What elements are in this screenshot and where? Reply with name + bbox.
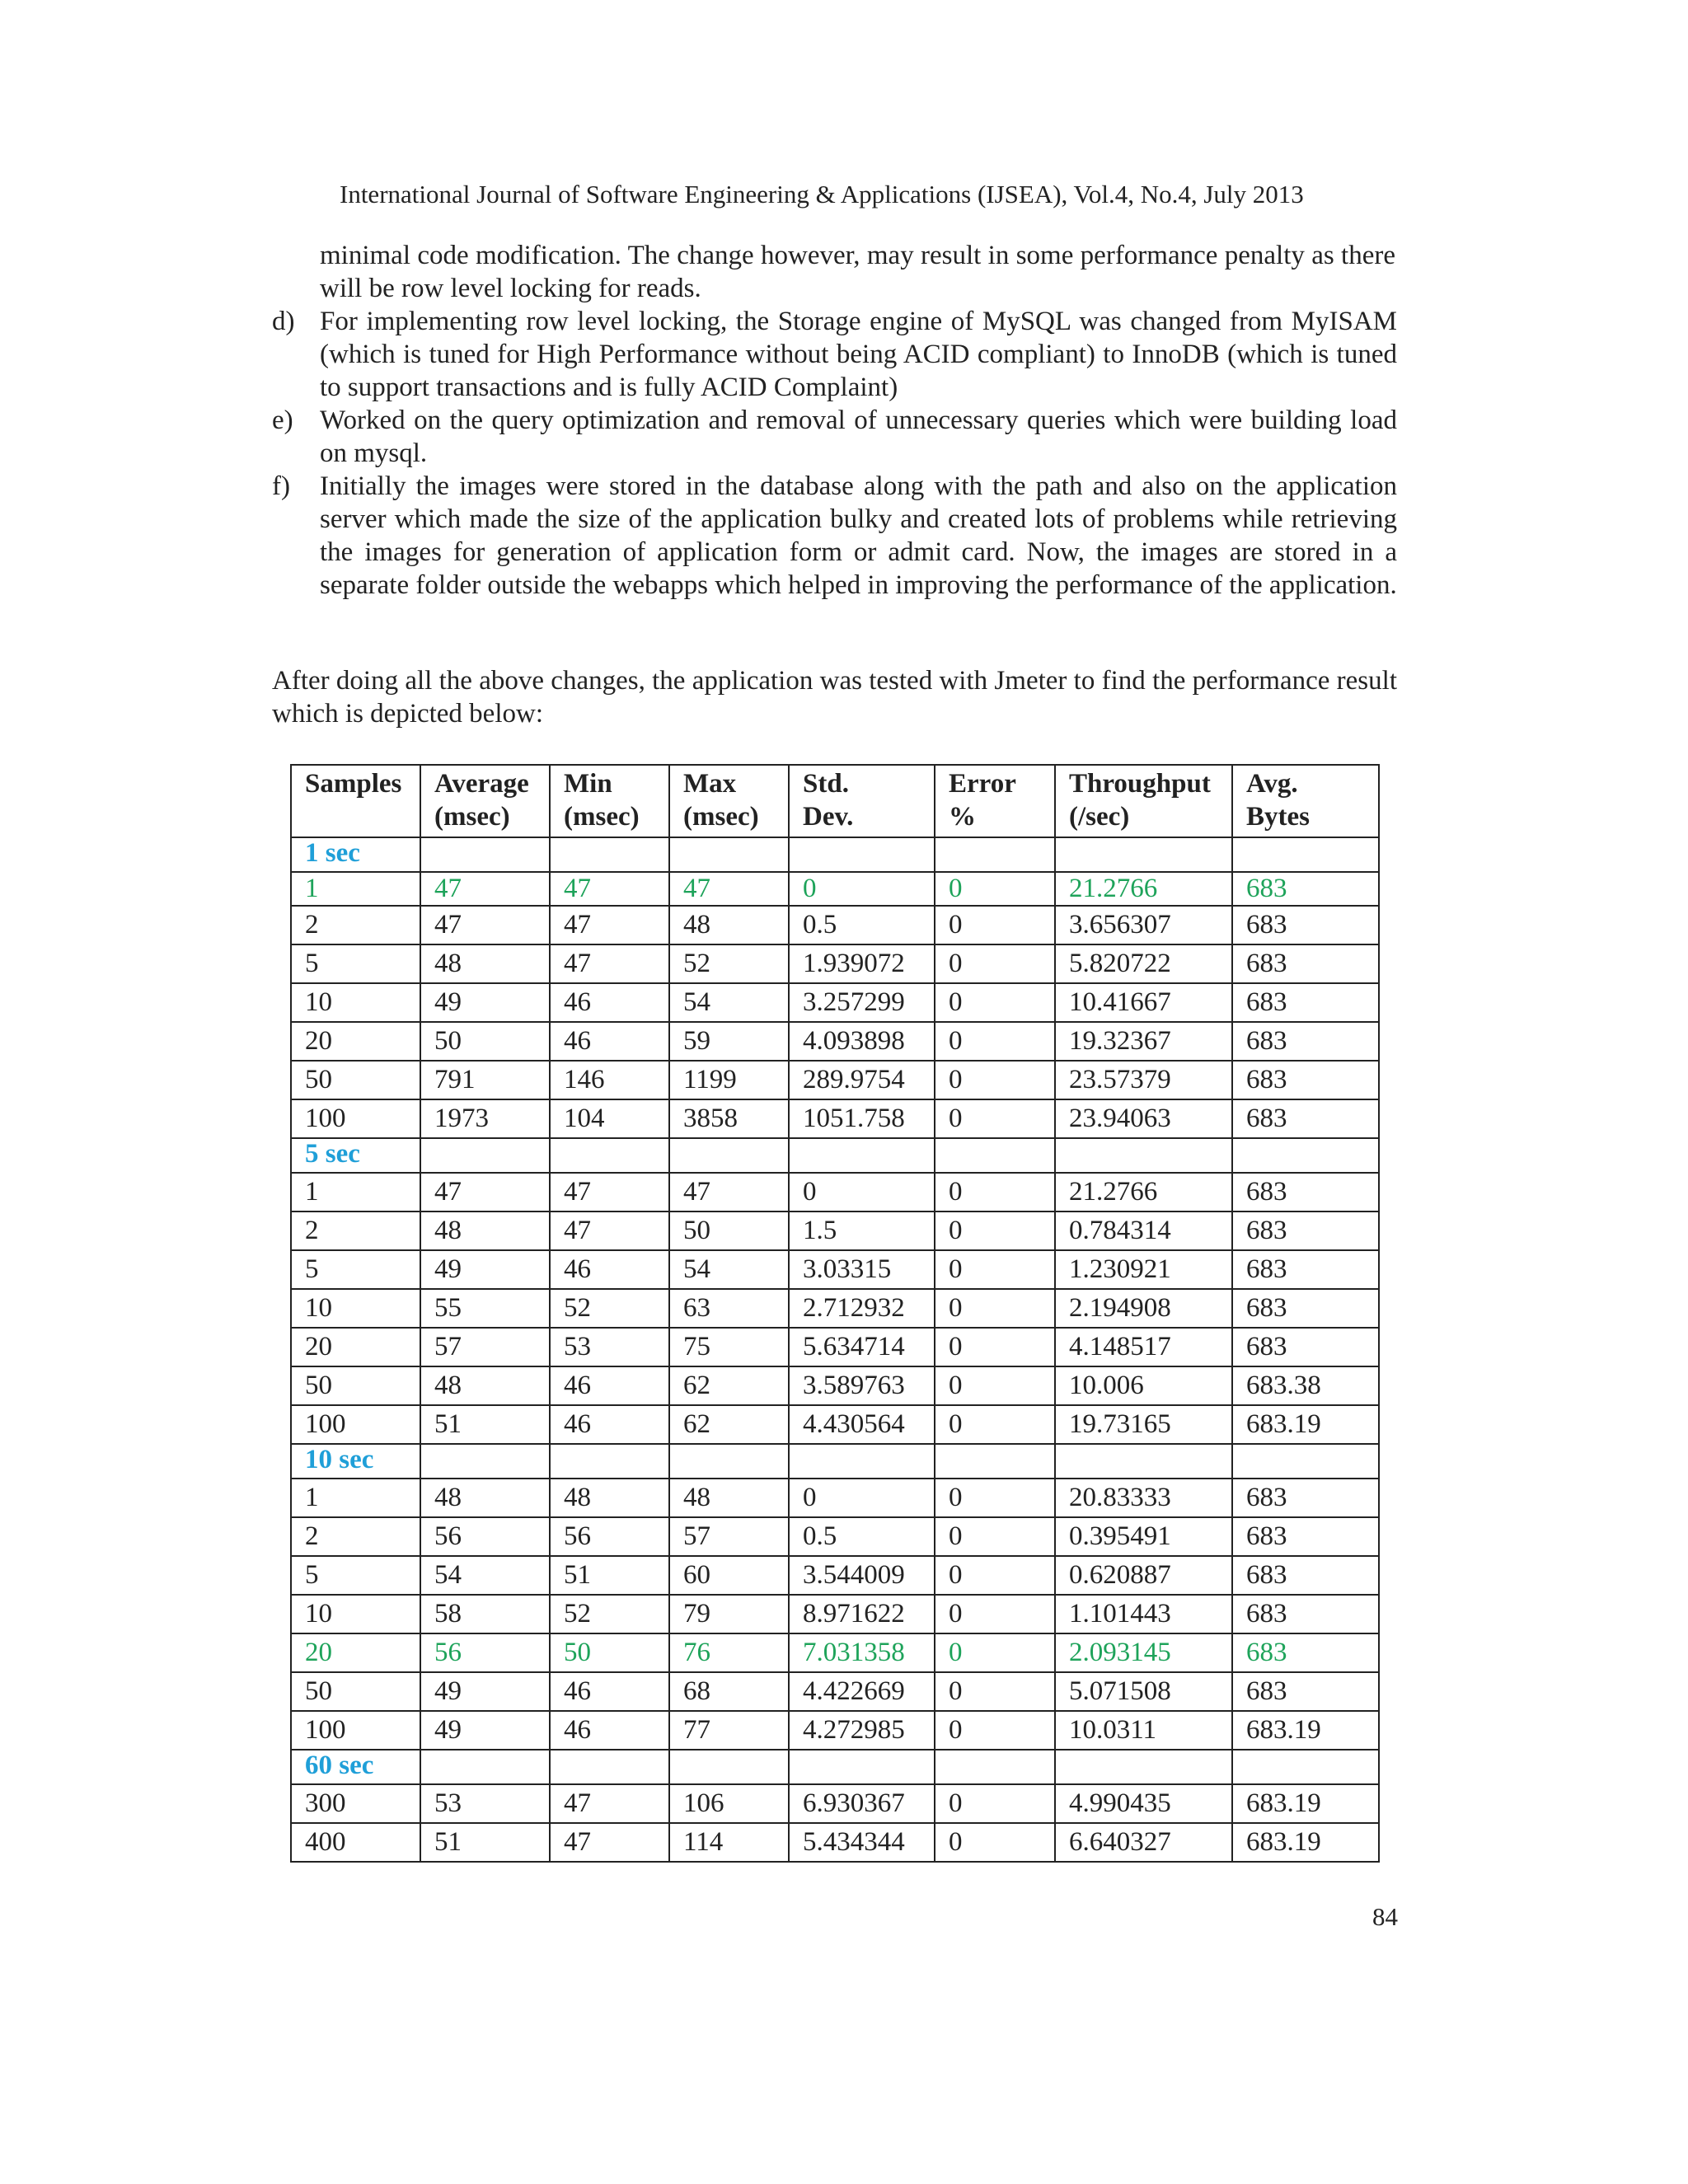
list-item-text: Initially the images were stored in the database along with the path and also on the application server which made the size of the application bulky and created lots of problems while retrieving the images for generation of application form or admit card. Now, the images are stored in a separate folder outside the webapps which helped in improving the performance of the application.: [320, 471, 1397, 600]
table-cell: 791: [420, 1061, 550, 1099]
table-cell: 48: [420, 944, 550, 983]
table-cell: 47: [550, 1823, 669, 1862]
column-header: Std. Dev.: [789, 765, 935, 837]
table-cell: 0: [935, 1250, 1055, 1289]
table-cell: 0: [935, 1823, 1055, 1862]
table-cell: 2: [291, 1212, 420, 1250]
table-cell: 46: [550, 1672, 669, 1711]
table-cell: 47: [550, 1784, 669, 1823]
table-cell: 6.930367: [789, 1784, 935, 1823]
table-row: [291, 1823, 1379, 1862]
table-cell: 0: [935, 1099, 1055, 1138]
table-cell: 4.990435: [1055, 1784, 1232, 1823]
table-row: [291, 906, 1379, 944]
column-header: Avg. Bytes: [1232, 765, 1379, 837]
table-cell: 62: [669, 1366, 789, 1405]
table-cell: 10.41667: [1055, 983, 1232, 1022]
table-cell: 46: [550, 1405, 669, 1444]
table-cell: 54: [669, 1250, 789, 1289]
table-cell: 51: [420, 1823, 550, 1862]
column-header: Error %: [935, 765, 1055, 837]
table-cell: 48: [420, 1479, 550, 1517]
table-cell: 56: [550, 1517, 669, 1556]
table-row: [291, 944, 1379, 983]
table-cell: 49: [420, 1711, 550, 1750]
table-row: [291, 1250, 1379, 1289]
section-label: 60 sec: [291, 1750, 420, 1784]
table-cell: 52: [550, 1595, 669, 1633]
table-cell: [1055, 837, 1232, 872]
table-cell: 68: [669, 1672, 789, 1711]
table-cell: 2: [291, 1517, 420, 1556]
table-row: [291, 1328, 1379, 1366]
table-cell: 5.071508: [1055, 1672, 1232, 1711]
table-cell: 1: [291, 1173, 420, 1212]
section-row: [291, 837, 1379, 872]
table-cell: 683: [1232, 1556, 1379, 1595]
table-cell: 60: [669, 1556, 789, 1595]
table-row: [291, 1366, 1379, 1405]
section-row: [291, 1138, 1379, 1173]
table-cell: 79: [669, 1595, 789, 1633]
table-cell: 0: [935, 1711, 1055, 1750]
table-cell: 683: [1232, 1212, 1379, 1250]
table-cell: 3858: [669, 1099, 789, 1138]
table-cell: 0: [935, 1289, 1055, 1328]
table-cell: 56: [420, 1633, 550, 1672]
table-cell: 104: [550, 1099, 669, 1138]
table-cell: 146: [550, 1061, 669, 1099]
table-cell: 0: [789, 1173, 935, 1212]
table-cell: 50: [291, 1366, 420, 1405]
table-cell: 49: [420, 1250, 550, 1289]
table-cell: 0: [935, 1784, 1055, 1823]
table-cell: 683: [1232, 872, 1379, 906]
table-cell: [1232, 837, 1379, 872]
table-cell: 21.2766: [1055, 1173, 1232, 1212]
table-cell: 47: [420, 872, 550, 906]
table-cell: 0.395491: [1055, 1517, 1232, 1556]
table-cell: 19.32367: [1055, 1022, 1232, 1061]
section-label: 5 sec: [291, 1138, 420, 1173]
table-cell: 23.57379: [1055, 1061, 1232, 1099]
table-cell: 683: [1232, 1289, 1379, 1328]
table-cell: 100: [291, 1099, 420, 1138]
table-cell: 48: [669, 1479, 789, 1517]
table-cell: 1: [291, 872, 420, 906]
table-cell: 2: [291, 906, 420, 944]
table-cell: 1.939072: [789, 944, 935, 983]
table-cell: 20: [291, 1633, 420, 1672]
table-cell: 0.5: [789, 906, 935, 944]
table-row: [291, 1061, 1379, 1099]
table-cell: 3.257299: [789, 983, 935, 1022]
table-cell: 4.272985: [789, 1711, 935, 1750]
table-cell: 5.820722: [1055, 944, 1232, 983]
table-cell: 10.006: [1055, 1366, 1232, 1405]
table-cell: 6.640327: [1055, 1823, 1232, 1862]
table-cell: 683: [1232, 1595, 1379, 1633]
table-cell: 683: [1232, 1250, 1379, 1289]
table-cell: 5: [291, 944, 420, 983]
table-cell: 1.101443: [1055, 1595, 1232, 1633]
table-cell: 300: [291, 1784, 420, 1823]
table-cell: 57: [420, 1328, 550, 1366]
table-cell: [550, 1750, 669, 1784]
table-cell: 10: [291, 983, 420, 1022]
table-cell: [935, 1444, 1055, 1479]
column-header: Min (msec): [550, 765, 669, 837]
table-cell: 0: [935, 1479, 1055, 1517]
table-cell: 47: [550, 1212, 669, 1250]
continuation-paragraph: minimal code modification. The change however, may result in some performance penalty as there will be row level locking for reads.: [320, 241, 1395, 303]
table-cell: [1232, 1750, 1379, 1784]
table-row: [291, 1099, 1379, 1138]
table-cell: 47: [550, 906, 669, 944]
table-cell: 4.148517: [1055, 1328, 1232, 1366]
table-cell: 0: [935, 1517, 1055, 1556]
table-cell: 1973: [420, 1099, 550, 1138]
table-cell: 0: [935, 906, 1055, 944]
table-row: [291, 1212, 1379, 1250]
table-cell: 100: [291, 1711, 420, 1750]
table-cell: [789, 1750, 935, 1784]
table-row: [291, 1289, 1379, 1328]
table-cell: [1055, 1138, 1232, 1173]
table-cell: 77: [669, 1711, 789, 1750]
list-marker: f): [272, 471, 290, 501]
table-cell: 0.784314: [1055, 1212, 1232, 1250]
table-cell: 55: [420, 1289, 550, 1328]
section-label: 1 sec: [291, 837, 420, 872]
table-cell: 0: [789, 872, 935, 906]
table-cell: 0: [935, 872, 1055, 906]
table-cell: 0: [935, 1366, 1055, 1405]
table-cell: 21.2766: [1055, 872, 1232, 906]
table-header-row: [291, 765, 1379, 837]
table-row: [291, 1633, 1379, 1672]
table-cell: 0.5: [789, 1517, 935, 1556]
table-cell: 47: [550, 944, 669, 983]
table-cell: [420, 1444, 550, 1479]
table-cell: 0: [935, 1405, 1055, 1444]
table-cell: 48: [420, 1212, 550, 1250]
table-body: [291, 837, 1379, 1862]
table-cell: 10.0311: [1055, 1711, 1232, 1750]
table-cell: 56: [420, 1517, 550, 1556]
table-cell: 3.589763: [789, 1366, 935, 1405]
table-cell: 683: [1232, 1633, 1379, 1672]
table-cell: 4.430564: [789, 1405, 935, 1444]
section-label: 10 sec: [291, 1444, 420, 1479]
table-cell: [669, 1750, 789, 1784]
list-item-text: For implementing row level locking, the Storage engine of MySQL was changed from MyISAM (which is tuned for High Performance without being ACID compliant) to InnoDB (which is tuned to support transactions and is fully ACID Complaint): [320, 307, 1397, 402]
table-cell: 1.230921: [1055, 1250, 1232, 1289]
table-cell: 20: [291, 1022, 420, 1061]
table-cell: [935, 1750, 1055, 1784]
table-cell: 10: [291, 1289, 420, 1328]
table-cell: 5.434344: [789, 1823, 935, 1862]
table-cell: 47: [420, 906, 550, 944]
table-cell: 0: [935, 1173, 1055, 1212]
table-cell: 683: [1232, 1061, 1379, 1099]
table-cell: 10: [291, 1595, 420, 1633]
table-cell: 1.5: [789, 1212, 935, 1250]
table-cell: 683: [1232, 983, 1379, 1022]
table-cell: [669, 1138, 789, 1173]
table-cell: 0: [935, 1556, 1055, 1595]
table-cell: 0: [935, 944, 1055, 983]
table-row: [291, 1672, 1379, 1711]
list-marker: d): [272, 307, 295, 336]
table-cell: 50: [291, 1672, 420, 1711]
table-row: [291, 1595, 1379, 1633]
table-row: [291, 1517, 1379, 1556]
table-cell: 683.19: [1232, 1823, 1379, 1862]
table-cell: 46: [550, 1022, 669, 1061]
table-cell: [1232, 1444, 1379, 1479]
table-cell: 106: [669, 1784, 789, 1823]
table-cell: 50: [550, 1633, 669, 1672]
table-cell: 683: [1232, 1517, 1379, 1556]
table-cell: 2.194908: [1055, 1289, 1232, 1328]
table-cell: 0: [935, 1328, 1055, 1366]
table-cell: 3.656307: [1055, 906, 1232, 944]
table-cell: 3.544009: [789, 1556, 935, 1595]
table-cell: 47: [669, 872, 789, 906]
table-cell: [550, 1444, 669, 1479]
page-number: 84: [1372, 1902, 1398, 1931]
table-cell: 50: [420, 1022, 550, 1061]
section-row: [291, 1444, 1379, 1479]
table-cell: [1055, 1750, 1232, 1784]
table-row: [291, 1556, 1379, 1595]
table-row: [291, 1022, 1379, 1061]
table-cell: 0: [935, 1595, 1055, 1633]
table-cell: 52: [550, 1289, 669, 1328]
table-cell: 47: [550, 872, 669, 906]
table-cell: 5: [291, 1250, 420, 1289]
table-cell: 2.093145: [1055, 1633, 1232, 1672]
table-cell: 48: [420, 1366, 550, 1405]
table-cell: 54: [420, 1556, 550, 1595]
table-cell: 683: [1232, 1099, 1379, 1138]
table-cell: 2.712932: [789, 1289, 935, 1328]
table-cell: 3.03315: [789, 1250, 935, 1289]
table-cell: 49: [420, 983, 550, 1022]
table-cell: [420, 1750, 550, 1784]
table-cell: 0: [935, 1022, 1055, 1061]
table-cell: 19.73165: [1055, 1405, 1232, 1444]
table-cell: 50: [669, 1212, 789, 1250]
table-cell: [1232, 1138, 1379, 1173]
column-header: Throughput (/sec): [1055, 765, 1232, 837]
table-cell: 62: [669, 1405, 789, 1444]
table-row: [291, 1711, 1379, 1750]
table-cell: 0: [789, 1479, 935, 1517]
table-cell: 683.19: [1232, 1405, 1379, 1444]
column-header: Samples: [291, 765, 420, 837]
table-cell: 20.83333: [1055, 1479, 1232, 1517]
table-row: [291, 1173, 1379, 1212]
table-cell: 683.38: [1232, 1366, 1379, 1405]
table-cell: 51: [550, 1556, 669, 1595]
table-cell: 0: [935, 983, 1055, 1022]
table-cell: 4.422669: [789, 1672, 935, 1711]
table-cell: 49: [420, 1672, 550, 1711]
table-cell: 1: [291, 1479, 420, 1517]
table-cell: 47: [550, 1173, 669, 1212]
table-cell: 46: [550, 983, 669, 1022]
table-cell: 4.093898: [789, 1022, 935, 1061]
table-cell: 52: [669, 944, 789, 983]
table-cell: 0: [935, 1061, 1055, 1099]
table-cell: [935, 837, 1055, 872]
column-header: Average (msec): [420, 765, 550, 837]
table-cell: 0.620887: [1055, 1556, 1232, 1595]
table-cell: 53: [420, 1784, 550, 1823]
table-cell: [550, 837, 669, 872]
table-cell: 0: [935, 1212, 1055, 1250]
table-cell: 683.19: [1232, 1784, 1379, 1823]
table-cell: 0: [935, 1633, 1055, 1672]
table-cell: 683: [1232, 1173, 1379, 1212]
table-cell: 46: [550, 1366, 669, 1405]
performance-results-table: [290, 764, 1380, 1863]
table-cell: 53: [550, 1328, 669, 1366]
table-cell: [789, 1138, 935, 1173]
table-cell: 46: [550, 1250, 669, 1289]
table-cell: [935, 1138, 1055, 1173]
table-cell: 683: [1232, 1479, 1379, 1517]
table-cell: 47: [420, 1173, 550, 1212]
table-row: [291, 1479, 1379, 1517]
table-cell: 683: [1232, 1328, 1379, 1366]
table-row: [291, 1405, 1379, 1444]
table-cell: 7.031358: [789, 1633, 935, 1672]
table-cell: 54: [669, 983, 789, 1022]
table-cell: 5.634714: [789, 1328, 935, 1366]
table-cell: [789, 837, 935, 872]
table-cell: 47: [669, 1173, 789, 1212]
table-cell: 48: [550, 1479, 669, 1517]
table-cell: 289.9754: [789, 1061, 935, 1099]
table-cell: [420, 1138, 550, 1173]
intro-paragraph: After doing all the above changes, the application was tested with Jmeter to find the performance result which is depicted below:: [272, 666, 1397, 729]
table-cell: 683: [1232, 944, 1379, 983]
list-item-f: [272, 470, 1397, 602]
table-cell: [669, 837, 789, 872]
table-row: [291, 1784, 1379, 1823]
table-cell: 683: [1232, 1672, 1379, 1711]
list-item-e: [272, 404, 1397, 470]
table-cell: [420, 837, 550, 872]
table-cell: 75: [669, 1328, 789, 1366]
table-cell: [669, 1444, 789, 1479]
table-cell: 683.19: [1232, 1711, 1379, 1750]
table-cell: 1199: [669, 1061, 789, 1099]
table-cell: 683: [1232, 906, 1379, 944]
table-cell: 23.94063: [1055, 1099, 1232, 1138]
list-item-d: [272, 305, 1397, 404]
table-cell: [550, 1138, 669, 1173]
running-header: International Journal of Software Engineering & Applications (IJSEA), Vol.4, No.4, July 2013: [340, 180, 1304, 209]
table-cell: [789, 1444, 935, 1479]
table-cell: 100: [291, 1405, 420, 1444]
table-row: [291, 872, 1379, 906]
section-row: [291, 1750, 1379, 1784]
table-cell: 114: [669, 1823, 789, 1862]
table-cell: 57: [669, 1517, 789, 1556]
table-cell: 63: [669, 1289, 789, 1328]
table-row: [291, 983, 1379, 1022]
table-cell: 400: [291, 1823, 420, 1862]
list-marker: e): [272, 405, 293, 435]
table-cell: 48: [669, 906, 789, 944]
table-cell: 5: [291, 1556, 420, 1595]
table-cell: 59: [669, 1022, 789, 1061]
table-cell: 76: [669, 1633, 789, 1672]
table-cell: 50: [291, 1061, 420, 1099]
table-cell: 51: [420, 1405, 550, 1444]
table-cell: 20: [291, 1328, 420, 1366]
table-cell: [1055, 1444, 1232, 1479]
list-item-text: Worked on the query optimization and removal of unnecessary queries which were building load on mysql.: [320, 405, 1397, 468]
table-cell: 58: [420, 1595, 550, 1633]
table-cell: 46: [550, 1711, 669, 1750]
table-cell: 683: [1232, 1022, 1379, 1061]
table-cell: 8.971622: [789, 1595, 935, 1633]
column-header: Max (msec): [669, 765, 789, 837]
table-cell: 0: [935, 1672, 1055, 1711]
table-cell: 1051.758: [789, 1099, 935, 1138]
